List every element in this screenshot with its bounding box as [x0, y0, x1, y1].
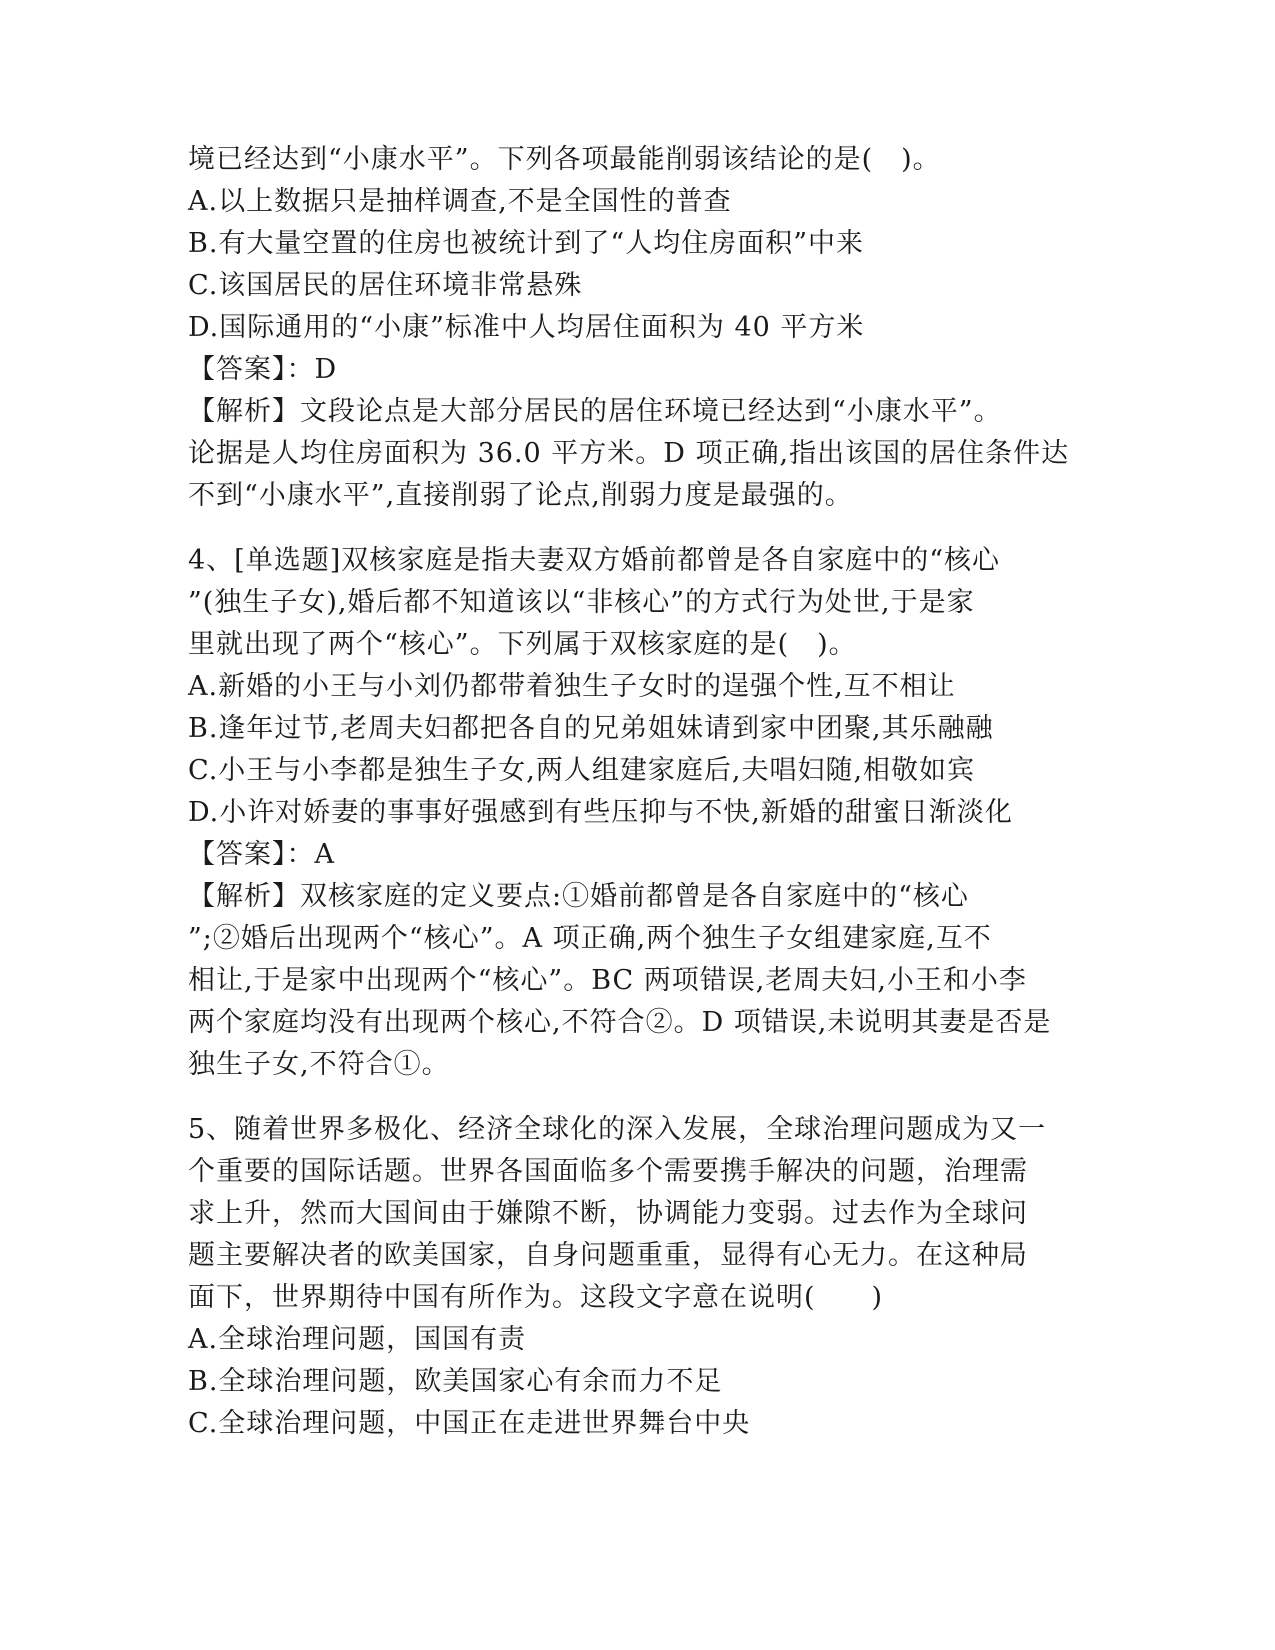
q3-option-c: C.该国居民的居住环境非常悬殊: [188, 270, 583, 301]
q4-analysis-line-4: 两个家庭均没有出现两个核心,不符合②。D 项错误,未说明其妻是否是: [188, 1007, 1052, 1038]
q5-option-c: C.全球治理问题，中国正在走进世界舞台中央: [188, 1408, 751, 1439]
q3-option-a: A.以上数据只是抽样调查,不是全国性的普查: [188, 186, 732, 217]
q4-option-c: C.小王与小李都是独生子女,两人组建家庭后,夫唱妇随,相敬如宾: [188, 755, 976, 786]
q4-analysis-line-5: 独生子女,不符合①。: [188, 1049, 450, 1080]
q5-option-b: B.全球治理问题，欧美国家心有余而力不足: [188, 1366, 723, 1397]
q3-option-d: D.国际通用的“小康”标准中人均居住面积为 40 平方米: [188, 312, 865, 343]
q4-option-d: D.小许对娇妻的事事好强感到有些压抑与不快,新婚的甜蜜日渐淡化: [188, 797, 1013, 828]
q5-option-a: A.全球治理问题，国国有责: [188, 1324, 527, 1355]
q4-analysis-line-3: 相让,于是家中出现两个“核心”。BC 两项错误,老周夫妇,小王和小李: [188, 965, 1027, 996]
q3-analysis-line-2: 论据是人均住房面积为 36.0 平方米。D 项正确,指出该国的居住条件达: [188, 438, 1070, 469]
q4-analysis-line-2: ”;②婚后出现两个“核心”。A 项正确,两个独生子女组建家庭,互不: [188, 923, 992, 954]
q3-answer: 【答案】：D: [188, 354, 338, 385]
q5-stem-line-2: 个重要的国际话题。世界各国面临多个需要携手解决的问题，治理需: [188, 1156, 1028, 1187]
q4-stem-line-3: 里就出现了两个“核心”。下列属于双核家庭的是( )。: [188, 629, 857, 660]
q5-stem-line-5: 面下，世界期待中国有所作为。这段文字意在说明( ): [188, 1282, 884, 1313]
q4-stem-line-2: ”(独生子女),婚后都不知道该以“非核心”的方式行为处世,于是家: [188, 587, 975, 618]
q5-stem-line-4: 题主要解决者的欧美国家，自身问题重重，显得有心无力。在这种局: [188, 1240, 1028, 1271]
q5-stem-line-1: 5、随着世界多极化、经济全球化的深入发展，全球治理问题成为又一: [188, 1114, 1047, 1145]
q3-stem-tail: 境已经达到“小康水平”。下列各项最能削弱该结论的是( )。: [188, 144, 941, 175]
q3-analysis-line-1: 【解析】文段论点是大部分居民的居住环境已经达到“小康水平”。: [188, 396, 1002, 427]
q3-option-b: B.有大量空置的住房也被统计到了“人均住房面积”中来: [188, 228, 865, 259]
q4-analysis-line-1: 【解析】双核家庭的定义要点:①婚前都曾是各自家庭中的“核心: [188, 881, 969, 912]
q5-stem-line-3: 求上升，然而大国间由于嫌隙不断，协调能力变弱。过去作为全球问: [188, 1198, 1028, 1229]
q4-stem-line-1: 4、[单选题]双核家庭是指夫妻双方婚前都曾是各自家庭中的“核心: [188, 545, 1001, 576]
q3-analysis-line-3: 不到“小康水平”,直接削弱了论点,削弱力度是最强的。: [188, 480, 853, 511]
q4-option-b: B.逢年过节,老周夫妇都把各自的兄弟姐妹请到家中团聚,其乐融融: [188, 713, 994, 744]
q4-option-a: A.新婚的小王与小刘仍都带着独生子女时的逞强个性,互不相让: [188, 671, 956, 702]
q4-answer: 【答案】：A: [188, 839, 335, 870]
